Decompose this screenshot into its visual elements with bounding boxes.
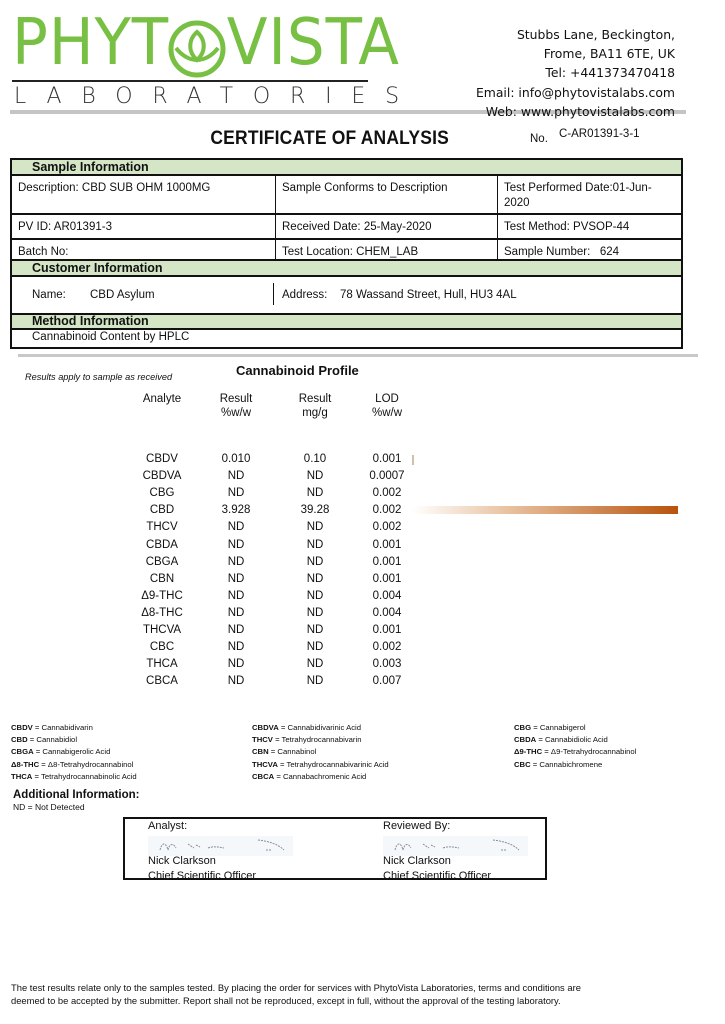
abbreviation-entry [252,734,389,746]
info-row [12,215,681,240]
results-note: Results apply to sample as received [25,372,173,382]
result-percent: ND [227,487,245,500]
abbreviations-column [252,722,389,783]
result-percent: ND [227,555,245,568]
abbreviation-entry [252,722,389,734]
test-location: Test Location: CHEM_LAB [275,240,497,263]
address-line: Frome, BA11 6TE, UK [543,46,675,62]
analyte-name: THCVA [142,624,182,636]
lod-value: 0.0007 [369,470,405,483]
signature-box [123,817,547,880]
abbreviation-entry [11,734,137,746]
abbreviation-key: Δ9-THC [514,747,543,757]
analyte-name: CBD [149,504,175,517]
result-percent: ND [227,606,245,619]
result-mg-per-g: ND [306,624,324,636]
abbreviation-key: CBDVA [252,723,279,732]
result-mg-per-g: ND [306,521,324,534]
reviewer-label: Reviewed By: [383,820,451,832]
bar-cbd [412,506,678,514]
section-heading: Customer Information [12,261,681,277]
lod-value: 0.003 [372,658,402,671]
result-percent: ND [227,589,245,602]
customer-method-section [10,259,683,349]
divider [18,354,698,357]
result-percent: ND [227,658,245,671]
abbreviation-entry [11,746,137,758]
abbreviation-meaning: = Cannabachromenic Acid [274,771,367,781]
result-percent: ND [227,641,245,654]
abbreviation-meaning: = Δ9-Tetrahydrocannabinol [542,747,637,757]
additional-info-text: ND = Not Detected [13,802,85,812]
lod-value: 0.001 [372,538,402,551]
abbreviations-column [11,722,137,783]
abbreviation-entry [514,746,636,758]
result-mg-per-g: ND [306,572,324,585]
abbreviation-key: CBN [252,747,269,757]
description: Description: CBD SUB OHM 1000MG [18,182,211,194]
lab-address [476,25,675,121]
abbreviation-meaning: = Cannabigerol [531,723,586,732]
lod-value: 0.001 [372,572,402,585]
abbreviation-key: THCA [11,771,33,781]
sample-number: Sample Number: 624 [497,240,681,263]
result-mg-per-g: ND [306,658,324,671]
test-method: Test Method: PVSOP-44 [497,215,681,238]
analyte-name: Δ9-THC [141,589,183,602]
abbreviation-entry [11,722,137,734]
bar-cbdv [412,455,414,465]
abbreviation-key: Δ8-THC [11,759,40,769]
leaf-emblem-icon [166,18,228,80]
lod-value: 0.007 [372,675,402,688]
result-percent: ND [227,624,245,636]
lod-value: 0.002 [372,521,402,534]
lod-value: 0.004 [372,606,402,619]
abbreviation-entry [514,734,636,746]
column-header-lod: LOD %w/w [371,393,403,419]
abbreviation-entry [11,771,137,783]
abbreviation-key: CBDV [11,723,33,732]
analyst-label: Analyst: [148,820,188,832]
email: Email: info@phytovistalabs.com [475,84,675,100]
abbreviation-entry [514,759,636,771]
column-header-result-pct: Result %w/w [219,393,253,419]
disclaimer [11,981,711,1008]
analyte-name: CBC [149,641,175,654]
result-percent: 3.928 [221,504,251,517]
result-percent: ND [227,470,245,483]
logo-text-left: PHYT [12,6,170,80]
reviewer-title: Chief Scientific Officer [383,870,492,880]
customer-row [12,277,681,315]
abbreviation-key: CBC [514,759,531,769]
abbreviation-entry [252,771,389,783]
logo-text-right: VISTA [226,6,400,80]
analyte-name: THCA [146,658,178,671]
result-mg-per-g: ND [306,606,324,619]
page-title: CERTIFICATE OF ANALYSIS [210,128,450,149]
abbreviation-meaning: = Tetrahydrocannabivarin [272,735,362,745]
lod-value: 0.001 [372,453,402,465]
result-percent: ND [227,521,245,534]
pv-id: PV ID: AR01391-3 [18,221,112,233]
additional-info-heading: Additional Information: [13,789,140,801]
result-mg-per-g: ND [306,589,324,602]
customer-name-label: Name: [32,289,66,301]
batch-no: Batch No: [18,246,69,258]
section-heading: Method Information [12,315,681,330]
result-mg-per-g: 0.10 [303,453,327,465]
abbreviation-key: CBDA [514,735,537,745]
analyte-name: CBG [149,487,175,500]
abbreviation-entry [11,759,137,771]
result-mg-per-g: ND [306,470,324,483]
logo-divider [12,80,368,82]
lod-value: 0.004 [372,589,402,602]
customer-name: CBD Asylum [90,289,155,301]
abbreviation-key: CBG [514,723,532,732]
disclaimer-line: deemed to be accepted by the submitter. Report shall not be reproduced, except in full, without the approval of the testing laboratory. [11,995,561,1007]
test-performed-date: Test Performed Date:01-Jun-2020 [497,176,681,213]
address-line: Stubbs Lane, Beckington, [516,27,675,42]
customer-address: 78 Wassand Street, Hull, HU3 4AL [340,289,517,301]
phone: Tel: +441373470418 [545,65,675,81]
analyte-name: CBDVA [142,470,182,483]
abbreviation-meaning: = Cannabigerolic Acid [33,747,111,757]
received-date: Received Date: 25-May-2020 [275,215,497,238]
abbreviations-column [514,722,636,771]
analyte-name: CBGA [145,555,179,568]
result-percent: ND [227,538,245,551]
analyst-name: Nick Clarkson [148,855,216,867]
abbreviation-meaning: = Cannabinol [268,747,317,757]
abbreviation-key: CBCA [252,771,275,781]
abbreviation-meaning: = Tetrahydrocannabinolic Acid [32,771,137,781]
lod-value: 0.001 [372,555,402,568]
website: Web: www.phytovistalabs.com [485,103,675,119]
column-header-analyte: Analyte [142,393,182,405]
section-heading: Sample Information [12,160,681,176]
abbreviation-key: CBGA [11,747,34,757]
result-mg-per-g: ND [306,487,324,500]
conformity: Sample Conforms to Description [275,176,497,213]
abbreviation-meaning: = Cannabidiol [27,735,78,745]
result-mg-per-g: ND [306,675,324,688]
method-text: Cannabinoid Content by HPLC [32,331,190,343]
abbreviation-entry [514,722,636,734]
logo-subtitle: LABORATORIES [14,84,419,109]
column-header-result-mg: Result mg/g [298,393,332,419]
result-percent: ND [227,572,245,585]
result-percent: ND [227,675,245,688]
certificate-number: C-AR01391-3-1 [559,128,640,140]
result-mg-per-g: ND [306,641,324,654]
certificate-number-label: No. [530,133,548,145]
result-percent: 0.010 [221,453,251,465]
info-row [12,176,681,215]
lod-value: 0.002 [372,504,402,517]
lod-value: 0.002 [372,641,402,654]
abbreviation-key: THCVA [252,759,278,769]
lod-value: 0.001 [372,624,402,636]
abbreviation-meaning: = Cannabichromene [530,759,603,769]
analyte-name: CBN [149,572,175,585]
result-mg-per-g: ND [306,538,324,551]
abbreviation-meaning: = Cannabidivarinic Acid [278,723,362,732]
analyte-name: CBDV [146,453,178,465]
abbreviation-meaning: = Cannabidivarin [32,723,93,732]
analyte-name: THCV [146,521,178,534]
disclaimer-line: The test results relate only to the samples tested. By placing the order for services with PhytoVista Laboratories, terms and conditions are [11,982,581,993]
analyte-name: CBCA [146,675,178,688]
analyst-signature-icon [148,836,293,856]
sample-information-section [10,158,683,265]
analyte-name: Δ8-THC [141,606,183,619]
abbreviation-meaning: = Δ8-Tetrahydrocannabinol [39,759,134,769]
abbreviation-meaning: = Tetrahydrocannabivarinic Acid [277,759,389,769]
reviewer-name: Nick Clarkson [383,855,451,867]
abbreviation-key: THCV [252,735,273,745]
analyst-title: Chief Scientific Officer [148,870,257,880]
abbreviation-entry [252,759,389,771]
analyte-name: CBDA [146,538,178,551]
column-divider [273,283,274,305]
profile-title: Cannabinoid Profile [236,363,359,378]
abbreviation-meaning: = Cannabidiolic Acid [536,735,608,745]
abbreviation-entry [252,746,389,758]
result-mg-per-g: 39.28 [300,504,330,517]
abbreviation-key: CBD [11,735,28,745]
lod-value: 0.002 [372,487,402,500]
reviewer-signature-icon [383,836,528,856]
result-mg-per-g: ND [306,555,324,568]
customer-address-label: Address: [282,289,328,301]
